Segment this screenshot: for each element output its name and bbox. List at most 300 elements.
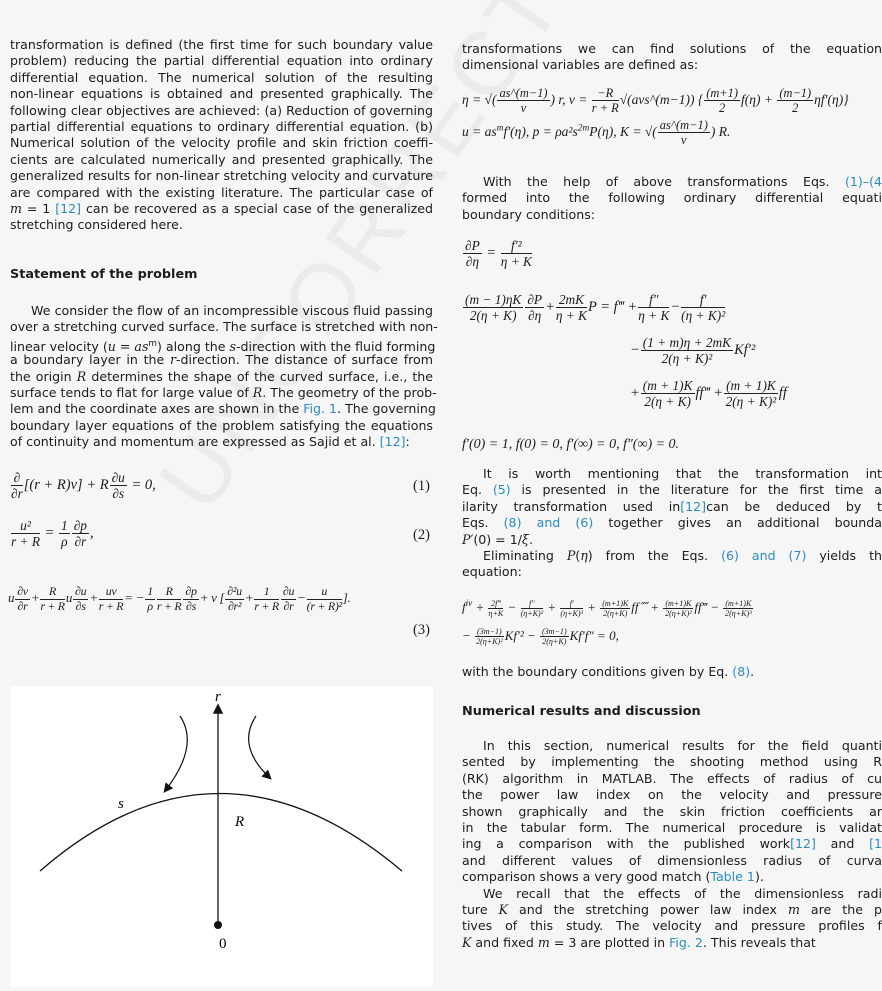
fraction (157, 585, 182, 613)
fraction (560, 599, 583, 619)
paragraph-problem (10, 303, 438, 451)
denominator: ∂r (283, 598, 294, 613)
fraction (777, 86, 813, 116)
denominator: r + R (40, 598, 65, 613)
text-line (10, 201, 433, 217)
text-line (462, 564, 882, 580)
text-line (462, 174, 882, 190)
text-run: . (750, 664, 755, 679)
math-symbol: m (537, 934, 550, 950)
numerator: f′ (560, 599, 583, 609)
math-symbol: P′ (462, 531, 474, 547)
text-line (462, 532, 882, 548)
denominator: (η+K)³ (560, 608, 583, 618)
equation-7-line1 (462, 292, 726, 324)
numerator: R (40, 585, 65, 600)
text-run: equation: (462, 564, 522, 580)
reference-link[interactable]: [12] (55, 200, 82, 216)
text-line (462, 869, 882, 885)
text-run: cients are calculated numerically and presented graphically. The (10, 151, 433, 167)
text-run: determines the shape of the curved surface, i.e., the (86, 368, 433, 384)
fraction (663, 599, 693, 619)
text-run: and fixed (471, 934, 538, 950)
text-run: = 1 (21, 200, 56, 216)
text-run: differential equation. The numerical solution of the resulting (10, 69, 433, 85)
numerator: ∂v (17, 584, 28, 598)
text-run: u (65, 590, 73, 606)
flow-arrow-right (249, 716, 270, 778)
text-run: Kf′f″ = 0, (569, 627, 619, 643)
fraction (704, 86, 740, 116)
text-line (462, 57, 882, 73)
numerator: uv (99, 585, 124, 600)
superscript: iv (465, 598, 473, 608)
figure-1-geometry (10, 686, 433, 987)
equation-1 (10, 470, 156, 502)
text-run: . (528, 531, 533, 547)
text-run: In this section, numerical results for the field quanti (483, 738, 882, 753)
text-run: boundary layer equations of the problem satisfying the equations (10, 417, 433, 433)
text-run: shown graphically and the skin friction coefficients ar (462, 803, 882, 819)
text-run: ff⁗ + (631, 599, 663, 615)
text-run: boundary conditions: (462, 206, 596, 222)
text-run: ) R. (710, 123, 731, 139)
numerator: (1 + m)η + 2mK (642, 335, 732, 350)
denominator: (η+K)² (520, 608, 544, 618)
fraction (497, 86, 549, 116)
denominator: 2 (792, 101, 799, 116)
fraction (72, 518, 89, 550)
text-run: + (89, 590, 98, 606)
text-run: lem and the coordinate axes are shown in the (10, 401, 304, 417)
text-run: Numerical solution of the velocity profile and skin friction coeffi- (10, 135, 433, 151)
paragraph-with-bc (462, 664, 882, 680)
text-run: = (482, 245, 500, 262)
reference-link[interactable]: (8) (732, 664, 751, 679)
fraction (501, 238, 532, 270)
math-symbol: ξ (522, 531, 529, 547)
text-run: + (583, 599, 600, 615)
denominator: r + R (156, 598, 182, 613)
denominator: ∂η (465, 254, 479, 270)
text-line (10, 135, 433, 151)
text-line (462, 771, 882, 787)
fraction (254, 585, 279, 613)
numerator: −R (592, 86, 619, 101)
text-run: ilarity transformation used in (462, 498, 681, 514)
math-symbol: η (580, 547, 588, 563)
numerator: ∂ (11, 470, 23, 486)
fraction (681, 292, 725, 324)
numerator: (m − 1)ηK (465, 292, 522, 307)
text-line (462, 207, 882, 223)
text-run: tives of this study. The velocity and pressure profiles f (462, 918, 882, 934)
text-line (10, 352, 433, 368)
reference-link[interactable]: (6) and (7) (721, 547, 807, 563)
text-line (462, 853, 882, 869)
text-run: over a stretching curved surface. The surface is stretched with non- (10, 319, 438, 335)
reference-link[interactable]: (8) and (6) (503, 515, 594, 531)
text-run: can be deduced by t (706, 498, 882, 514)
text-run: and different values of dimensionless radius of curva (462, 852, 882, 868)
text-run: u = as (462, 123, 497, 139)
curved-surface (40, 794, 402, 872)
text-run: (0) = 1/ (473, 531, 522, 547)
fraction (11, 470, 23, 502)
text-run: = 3 are plotted in (549, 934, 670, 950)
numerator: (m−1) (779, 86, 812, 100)
fraction (600, 599, 630, 619)
fraction (307, 585, 342, 613)
fraction (40, 585, 65, 613)
reference-link[interactable]: [1 (869, 836, 882, 852)
text-line (10, 336, 436, 354)
paragraph-worth-mentioning (462, 466, 882, 581)
text-run: ture (462, 901, 499, 917)
fraction (110, 470, 127, 502)
superscript: m (496, 123, 504, 134)
text-run: = − (124, 590, 145, 606)
text-line (462, 482, 882, 498)
text-run: ing a comparison with the published work (462, 836, 791, 852)
numerator: ∂P (527, 292, 543, 307)
text-line (10, 319, 438, 335)
text-run: yields th (806, 547, 882, 563)
text-line (10, 401, 436, 417)
equation-7-line2 (630, 335, 755, 367)
text-line (10, 103, 433, 119)
text-run: ηf′(η)} (814, 91, 849, 107)
denominator: ρ (61, 534, 68, 550)
numerator: (m + 1)K (642, 378, 693, 393)
text-run: is presented in the literature for the first time a (510, 482, 882, 498)
denominator: r + R (11, 534, 40, 550)
text-run: We consider the flow of an incompressible viscous fluid passing (31, 303, 433, 318)
fraction (521, 599, 544, 619)
math-symbol: P (566, 547, 576, 563)
numerator: as^(m−1) (659, 118, 708, 132)
text-line (10, 369, 433, 385)
denominator: ∂r (17, 598, 28, 613)
text-run: − (670, 299, 681, 316)
numerator: ∂P (465, 238, 480, 253)
numerator: 2f‴ (488, 599, 503, 609)
text-run: P(η), K = √( (589, 123, 657, 139)
text-run: linear velocity ( (10, 338, 108, 354)
text-line (462, 190, 882, 206)
text-run: . This reveals that (702, 934, 816, 950)
text-run: formed into the following ordinary differential equati (462, 190, 882, 206)
denominator: ∂s (112, 486, 125, 502)
fraction (638, 292, 669, 324)
text-line (10, 168, 433, 184)
numerator: (m + 1)K (726, 378, 776, 393)
reference-link[interactable]: [12] (379, 434, 406, 450)
text-run: + (544, 599, 560, 615)
boundary-conditions (462, 437, 679, 453)
text-run: transformations we can find solutions of the equation (462, 41, 882, 56)
text-run: . The governing (337, 401, 436, 417)
numerator: f″ (521, 599, 544, 609)
denominator: 2(η + K)² (725, 394, 777, 410)
numerator: ∂u (75, 584, 87, 598)
text-run: f′(0) = 1, f(0) = 0, f′(∞) = 0, f″(∞) = 0. (462, 437, 680, 452)
denominator: ν (681, 133, 687, 148)
text-run: of continuity and momentum are expressed as Sajid et al. (10, 434, 380, 450)
reference-link[interactable]: Fig. 2 (669, 934, 703, 950)
text-run: non-linear equations is obtained and presented graphically. The (10, 86, 433, 102)
text-run: ) from the Eqs. (587, 547, 722, 563)
text-run: f(η) + (741, 91, 777, 107)
paragraph-numerical (462, 738, 882, 951)
numerator: 1 (254, 585, 279, 600)
text-run: + (244, 590, 254, 606)
superscript: 2m (577, 123, 590, 134)
paragraph-with-help (462, 174, 882, 223)
numerator: (m+1)K (725, 598, 752, 608)
text-run: η = √( (462, 91, 497, 107)
fraction (475, 627, 504, 647)
fraction (463, 238, 482, 270)
reference-link[interactable]: Table 1 (710, 869, 755, 885)
text-run: in the tabular form. The numerical procedure is validat (462, 819, 882, 835)
reference-link[interactable]: [12] (790, 836, 816, 852)
numerator: (3m−1) (477, 627, 502, 636)
text-line (462, 499, 882, 515)
reference-link[interactable]: [12] (680, 498, 707, 514)
text-run: , (89, 525, 94, 542)
math-symbol: K (462, 934, 472, 950)
text-run: the origin (10, 368, 77, 384)
text-line (462, 664, 882, 680)
text-run: Kf′² − (504, 627, 539, 643)
text-line (10, 185, 433, 201)
numerator: (3m−1) (541, 627, 567, 636)
text-run: ff‴ − (694, 599, 723, 615)
denominator: 2(η+K)³ (725, 608, 752, 618)
fraction (540, 627, 569, 647)
fraction (724, 378, 778, 410)
text-run: are compared with the existing literature. The particular case of (10, 184, 433, 200)
text-run: ]. (342, 590, 351, 606)
denominator: 2(η+K) (603, 608, 628, 618)
numerator: f″ (638, 292, 669, 308)
numerator: ∂u (111, 470, 125, 485)
text-run: − (630, 342, 640, 359)
text-run: ) along the (157, 338, 230, 354)
text-run: partial differential equations to ordinary differential equation. (b) (10, 118, 433, 134)
denominator: ν (520, 101, 527, 116)
text-run: transformation is defined (the first time for such boundary value (10, 37, 433, 52)
text-run: generalized results for non-linear stretching velocity and curvature (10, 168, 433, 184)
text-run: + ν [ (199, 590, 225, 606)
text-line (462, 820, 882, 836)
text-run: ff‴ + (695, 385, 724, 402)
text-run: With the help of above transformations Eqs. (483, 174, 845, 189)
text-run: f (462, 599, 466, 615)
paragraph-transformations (462, 41, 882, 74)
label-r: r (215, 689, 221, 705)
math-symbol: r (169, 352, 176, 368)
text-run: = 0, (127, 477, 156, 494)
text-run: Eqs. (462, 515, 504, 531)
numerator: (m+1)K (665, 598, 692, 608)
numerator: ∂p (185, 584, 197, 598)
denominator: r + R (98, 598, 124, 613)
numerator: u² (11, 518, 40, 534)
text-line (10, 37, 433, 53)
numerator: (m+1) (706, 86, 739, 100)
section-heading-numerical: Numerical results and discussion (462, 704, 701, 719)
text-run: [(r + R)v] + R (23, 477, 109, 494)
denominator: ∂s (75, 598, 86, 613)
text-line (10, 384, 437, 401)
text-run: ( (575, 547, 581, 563)
text-line (10, 434, 433, 450)
reference-link[interactable]: (1)–(4 (844, 174, 882, 189)
text-line (462, 836, 882, 852)
math-symbol: u = as (107, 338, 149, 354)
numerator: R (157, 585, 182, 600)
text-run: . The geometry of the prob- (262, 384, 437, 400)
text-run: − (462, 627, 475, 643)
text-run: sented by implementing the shooting method using R (462, 754, 882, 770)
reference-link[interactable]: (5) (492, 482, 511, 498)
denominator: ρ (147, 598, 153, 613)
fraction (641, 378, 695, 410)
text-run: -direction with the fluid forming (235, 338, 436, 354)
denominator: ∂s (186, 598, 197, 613)
text-line (462, 754, 882, 770)
denominator: ∂r (11, 486, 23, 502)
label-R: R (235, 814, 245, 830)
text-line (462, 548, 882, 564)
text-line (10, 418, 433, 434)
fraction (488, 599, 503, 619)
denominator: 2(η + K)² (661, 351, 713, 367)
text-line (10, 152, 433, 168)
text-line (10, 119, 433, 135)
numerator: f′² (501, 238, 532, 254)
superscript: m (148, 338, 158, 349)
left-column (10, 37, 438, 450)
fraction (145, 585, 155, 613)
denominator: ∂r (74, 534, 87, 550)
denominator: η + K (500, 254, 532, 270)
fraction (99, 585, 124, 613)
text-run: and (815, 836, 870, 852)
numerator: 1 (61, 518, 68, 533)
fraction (641, 335, 733, 367)
fraction (525, 292, 544, 324)
text-line (462, 41, 882, 57)
text-run: = (41, 525, 59, 542)
denominator: 2(η+K) (542, 637, 567, 647)
text-run: ) r, v = (550, 91, 591, 107)
reference-link[interactable]: Fig. 1 (303, 401, 338, 417)
text-run: are the p (799, 901, 882, 917)
denominator: 2(η+K)² (665, 608, 692, 618)
text-run: + (472, 599, 488, 615)
text-run: stretching considered here. (10, 217, 183, 233)
text-run: with the boundary conditions given by Eq. (462, 664, 733, 679)
text-run: + (545, 299, 555, 316)
text-line (462, 804, 882, 820)
math-symbol: m (10, 200, 22, 216)
text-line (462, 466, 882, 482)
fraction (658, 118, 710, 148)
denominator: ∂η (528, 308, 542, 324)
text-run: and the stretching power law index (508, 901, 788, 917)
denominator: 2(η + K) (469, 308, 517, 324)
geometry-diagram (10, 686, 433, 987)
equation-9-line1 (462, 598, 754, 618)
equation-1-number: (1) (413, 478, 430, 494)
equation-6 (462, 238, 533, 270)
numerator: 1 (147, 584, 153, 598)
text-run: : (405, 434, 410, 450)
fraction (463, 292, 523, 324)
flow-arrow-left (165, 716, 187, 791)
text-run: surface tends to flat for large value of (10, 384, 253, 400)
text-run: √(aνs^(m−1)) { (619, 91, 704, 107)
fraction (59, 518, 70, 550)
text-run: − (504, 599, 520, 615)
text-line (10, 217, 433, 233)
denominator: (r + R)² (306, 598, 342, 613)
text-line (462, 886, 882, 902)
denominator: r + R (254, 598, 279, 613)
fraction (281, 585, 296, 613)
text-line (10, 303, 433, 319)
text-line (462, 515, 882, 531)
text-run: + (630, 385, 640, 402)
math-symbol: s (229, 338, 236, 354)
fraction (592, 86, 619, 116)
numerator: u (307, 585, 342, 600)
text-line (462, 918, 882, 934)
denominator: η + K (638, 308, 670, 324)
denominator: 2 (719, 101, 726, 116)
text-line (462, 935, 882, 951)
text-run: (RK) algorithm in MATLAB. The effects of radius of cu (462, 770, 882, 786)
denominator: r + R (591, 101, 619, 116)
fraction (73, 585, 88, 613)
denominator: η+K (488, 608, 504, 618)
fraction (15, 585, 30, 613)
text-line (462, 738, 882, 754)
text-line (10, 70, 433, 86)
math-symbol: K (498, 901, 509, 917)
paragraph-intro (10, 37, 433, 234)
equation-7-line3 (630, 378, 787, 410)
text-run: u (8, 590, 15, 606)
fraction (11, 518, 40, 550)
equation-3 (8, 585, 351, 613)
text-run: − (297, 590, 306, 606)
equation-2 (10, 518, 94, 550)
text-run: the power law index on the velocity and pressure (462, 787, 882, 803)
equation-3-number: (3) (413, 622, 430, 638)
label-s: s (118, 796, 124, 812)
numerator: 2mK (556, 292, 587, 308)
denominator: 2(η + K) (644, 394, 691, 410)
equation-4a (462, 86, 849, 116)
text-run: problem) reducing the partial differential equation into ordinary (10, 53, 433, 69)
equation-4b (462, 118, 730, 148)
fraction (183, 585, 198, 613)
math-symbol: R (76, 368, 87, 384)
